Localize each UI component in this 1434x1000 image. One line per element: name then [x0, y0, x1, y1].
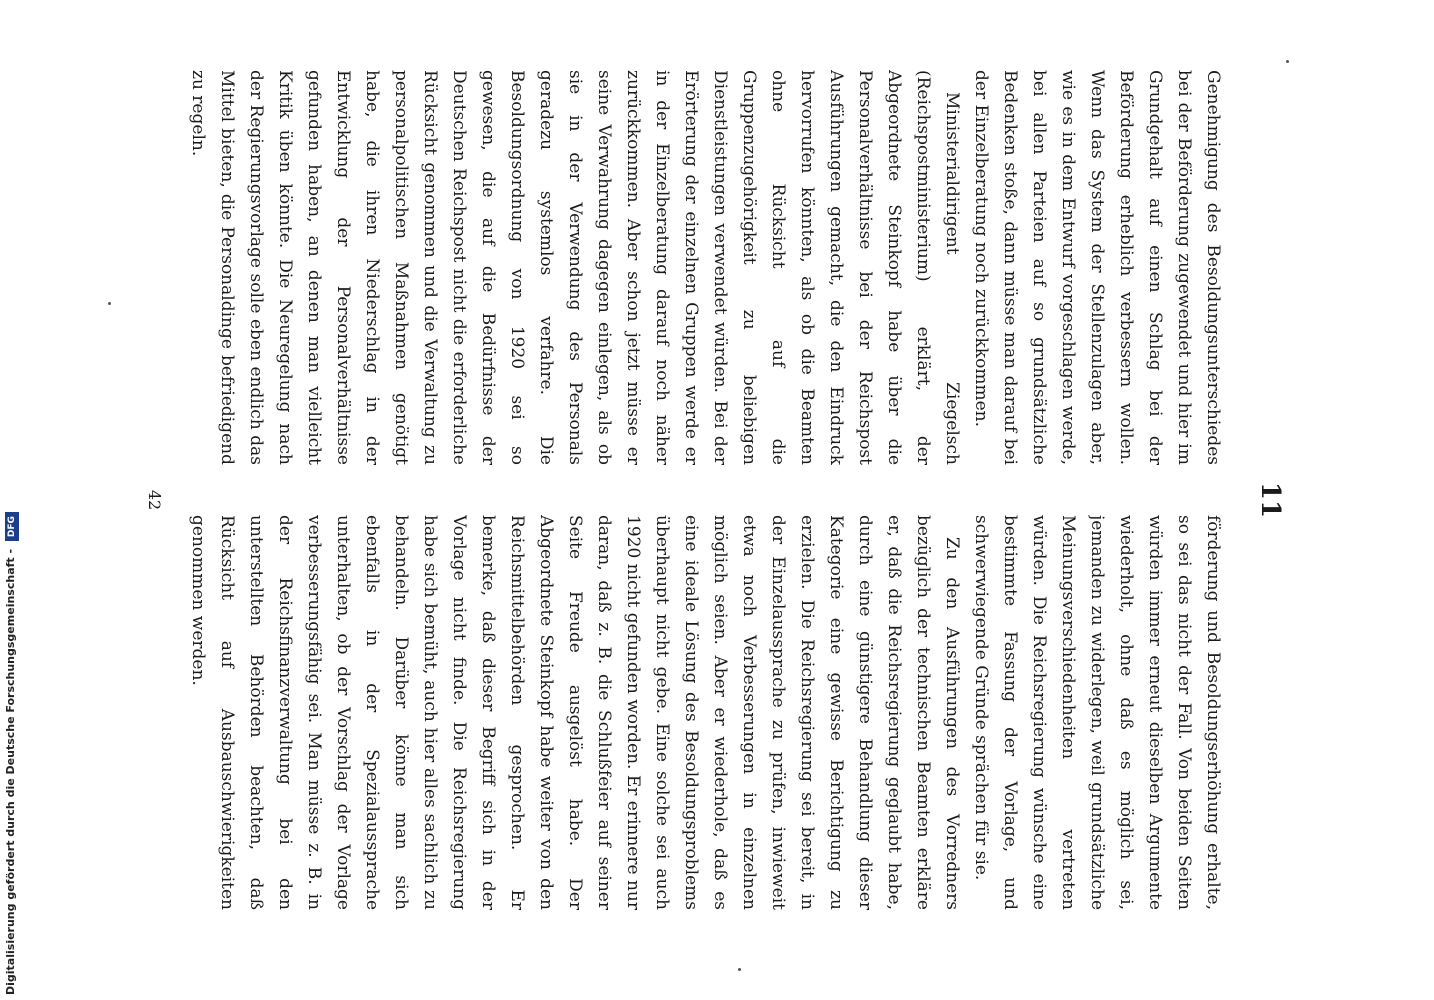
paragraph: Ministerialdirigent Ziegelsch (Reichspostministerium) erklärt, der Abgeordnete Steinkopf habe über die Personalverhältnisse bei der Reichspost Ausführungen gemacht, die den Eindruck hervorrufen könnten, als ob die Beamten ohne Rücksicht auf die Gruppenzugehörigkeit zu beliebigen Dienstleistungen verwendet würden. Bei der Erörterung der einzelnen Gruppen werde er in der Einzelberatung darauf noch näher zurückkommen. Aber schon jetzt müsse er seine Verwahrung dagegen einlegen, als ob sie in der Verwendung des Personals geradezu systemlos verfahre. Die Besoldungsordnung von 1920 sei so gewesen, die auf die Bedürfnisse der Deutschen Reichspost nicht die erforderliche Rücksicht genommen und die Verwaltung zu personalpolitischen Maßnahmen genötigt habe, die ihren Niederschlag in der Entwicklung der Personalverhältnisse gefunden haben, an denen man vielleicht Kritik üben könnte. Die Neuregelung nach der Regierungsvorlage solle eben endlich das Mittel bieten, die Personaldinge befriedigend zu regeln.	[188, 70, 962, 465]
dfg-logo-icon: DFG	[5, 512, 19, 541]
digitization-credit	[4, 512, 19, 995]
scan-speck	[738, 968, 741, 971]
document-page	[127, 70, 1307, 930]
credit-text: Digitalisierung gefördert durch die Deutsche Forschungsgemeinschaft -	[4, 548, 17, 995]
text-column-left	[187, 515, 1227, 910]
scan-speck	[108, 302, 111, 305]
paragraph: Zu den Ausführungen des Vorredners bezüglich der technischen Beamten erkläre er, daß die Reichsregierung geglaubt habe, durch eine günstigere Behandlung dieser Kategorie eine gewisse Berichtigung zu erzielen. Die Reichsregierung sei bereit, in der Einzelaussprache zu prüfen, inwieweit etwa noch Verbesserungen in einzelnen möglich seien. Aber er wiederhole, daß es eine ideale Lösung des Besoldungsproblems überhaupt nicht gebe. Eine solche sei auch 1920 nicht gefunden worden. Er erinnere nur daran, daß z. B. die Schlußfeier auf seiner Seite Freude ausgelöst habe. Der Abgeordnete Steinkopf habe weiter von den Reichsmittelbehörden gesprochen. Er bemerke, daß dieser Begriff sich in der Vorlage nicht finde. Die Reichsregierung habe sich bemüht, auch hier alles sachlich zu behandeln. Darüber könne man sich ebenfalls in der Spezialaussprache unterhalten, ob der Vorschlag der Vorlage verbesserungsfähig sei. Man müsse z. B. in der Reichsfinanzverwaltung bei den unterstellten Behörden beachten, daß Rücksicht auf Ausbauschwierigkeiten genommen werden.	[188, 515, 962, 910]
footer-number: 42	[145, 489, 164, 511]
page-number: 11	[1255, 481, 1285, 519]
paragraph: Genehmigung des Besoldungsunterschiedes bei der Beförderung zugewendet und hier im Grundgehalt auf einen Schlag bei der Beförderung erheblich verbessern wollen. Wenn das System der Stellenzulagen aber, wie es in dem Entwurf vorgeschlagen werde, bei allen Parteien auf so grundsätzliche Bedenken stoße, dann müsse man darauf bei der Einzelberatung noch zurückkommen.	[971, 70, 1223, 465]
scan-speck	[1286, 60, 1289, 63]
text-column-right	[187, 70, 1227, 465]
paragraph: förderung und Besoldungserhöhung erhalte, so sei das nicht der Fall. Von beiden Seiten würden immer erneut dieselben Argumente wiederholt, ohne daß es möglich sei, jemanden zu widerlegen, weil grundsätzliche Meinungsverschiedenheiten vertreten würden. Die Reichsregierung wünsche eine bestimmte Fassung der Vorlage, und schwerwiegende Gründe sprächen für sie.	[971, 515, 1223, 910]
